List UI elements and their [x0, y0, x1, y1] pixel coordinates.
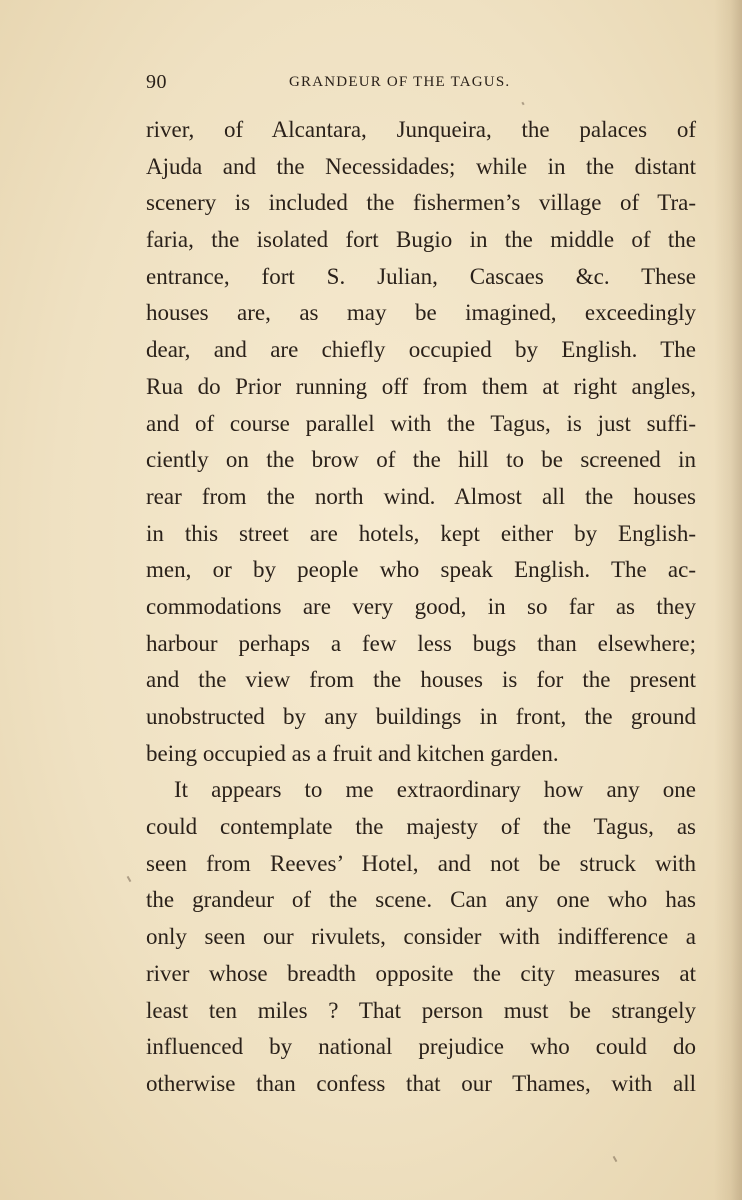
- text-line: harbour perhaps a few less bugs than elsewhere;: [146, 630, 696, 656]
- text-line: houses are, as may be imagined, exceedingly: [146, 300, 696, 326]
- text-line: and of course parallel with the Tagus, is just suffi-: [146, 410, 696, 436]
- text-line: Ajuda and the Necessidades; while in the distant: [146, 153, 696, 179]
- text-line: least ten miles ? That person must be strangely: [146, 997, 696, 1023]
- page-header: [146, 68, 696, 98]
- page-number: 90: [146, 71, 167, 93]
- text-line: commodations are very good, in so far as they: [146, 593, 696, 619]
- paragraph-first-line: It appears to me extraordinary how any one: [174, 777, 696, 803]
- text-line: unobstructed by any buildings in front, the ground: [146, 704, 696, 729]
- text-line: seen from Reeves’ Hotel, and not be struck with: [146, 850, 696, 876]
- text-line: otherwise than confess that our Thames, with all: [146, 1070, 696, 1096]
- text-line: men, or by people who speak English. The ac-: [146, 557, 696, 583]
- paper-speck: [521, 102, 524, 106]
- text-line: in this street are hotels, kept either by English-: [146, 520, 696, 546]
- paper-speck: [613, 1156, 618, 1162]
- body-text: [146, 112, 696, 1103]
- text-line: only seen our rivulets, consider with indifference a: [146, 924, 696, 950]
- text-line: the grandeur of the scene. Can any one who has: [146, 887, 696, 913]
- text-line: entrance, fort S. Julian, Cascaes &c. These: [146, 263, 696, 289]
- text-line: ciently on the brow of the hill to be screened in: [146, 447, 696, 473]
- text-line: scenery is included the fishermen’s village of Tra-: [146, 190, 696, 216]
- text-line: Rua do Prior running off from them at right angles,: [146, 373, 696, 399]
- paper-speck: [127, 876, 132, 882]
- page-edge-shadow: [714, 0, 742, 1200]
- paragraph-last-line: being occupied as a fruit and kitchen garden.: [146, 740, 559, 766]
- running-head: GRANDEUR OF THE TAGUS.: [289, 74, 511, 90]
- text-line: faria, the isolated fort Bugio in the middle of the: [146, 227, 696, 253]
- text-line: river whose breadth opposite the city measures at: [146, 960, 696, 986]
- text-line: dear, and are chiefly occupied by English. The: [146, 337, 696, 363]
- text-line: could contemplate the majesty of the Tagus, as: [146, 814, 696, 840]
- text-line: influenced by national prejudice who could do: [146, 1034, 696, 1060]
- text-line: rear from the north wind. Almost all the houses: [146, 483, 696, 509]
- text-line: river, of Alcantara, Junqueira, the palaces of: [146, 117, 696, 142]
- text-line: and the view from the houses is for the present: [146, 667, 696, 693]
